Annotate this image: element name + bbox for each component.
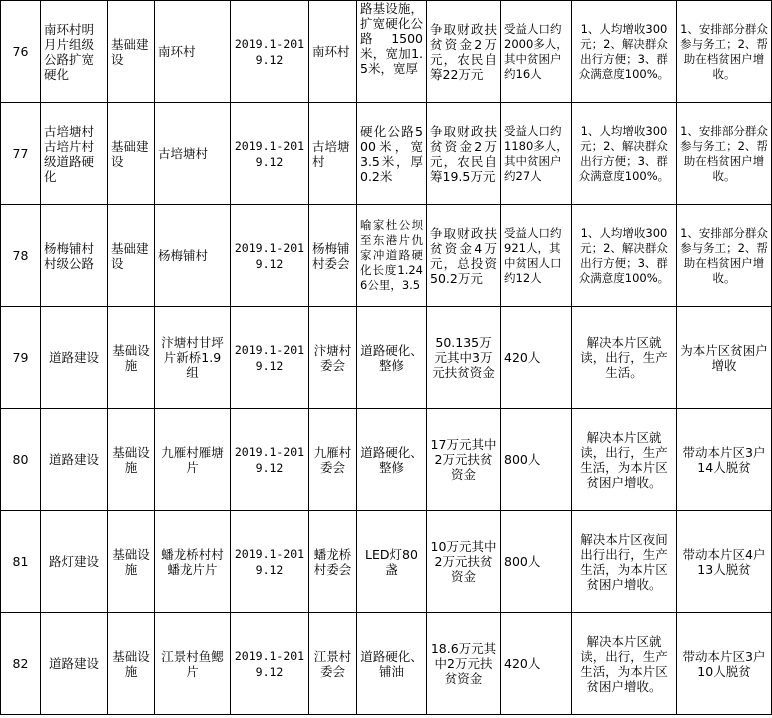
beneficiaries: 420人 (501, 613, 572, 715)
poverty-link: 带动本片区4户13人脱贫 (677, 511, 772, 613)
construction-content: 道路硬化、整修 (357, 409, 427, 511)
row-number: 80 (1, 409, 41, 511)
responsible-unit: 南环村 (309, 1, 357, 103)
responsible-unit: 九雁村委会 (309, 409, 357, 511)
construction-content: 路基设施，扩宽硬化公路1500米，宽加1.5米，宽厚 (357, 1, 427, 103)
project-category: 基础设施 (108, 409, 155, 511)
beneficiaries: 420人 (501, 307, 572, 409)
poverty-link: 带动本片区3户14人脱贫 (677, 409, 772, 511)
project-location: 汴塘村甘坪片新桥1.9组 (155, 307, 231, 409)
project-period: 2019.1-2019.12 (231, 307, 309, 409)
responsible-unit: 蟠龙桥村委会 (309, 511, 357, 613)
beneficiaries: 受益人口约2000多人，其中贫困户约16人 (501, 1, 572, 103)
benefit-mechanism: 解决本片区就读，出行，生产生活，为本片区贫困户增收。 (572, 613, 677, 715)
funding-source: 10万元其中2万元扶贫资金 (427, 511, 501, 613)
project-period: 2019.1-2019.12 (231, 1, 309, 103)
project-location: 江景村鱼鳃片 (155, 613, 231, 715)
funding-source: 争取财政扶贫资金4万元，总投资50.2万元 (427, 205, 501, 307)
benefit-mechanism: 1、人均增收300元；2、解决群众出行方便；3、群众满意度100%。 (572, 1, 677, 103)
funding-source: 争取财政扶贫资金2万元，农民自筹22万元 (427, 1, 501, 103)
project-period: 2019.1-2019.12 (231, 511, 309, 613)
funding-source: 18.6万元其中2万元扶贫资金 (427, 613, 501, 715)
beneficiaries: 800人 (501, 409, 572, 511)
responsible-unit: 江景村委会 (309, 613, 357, 715)
responsible-unit: 汴塘村委会 (309, 307, 357, 409)
row-number: 82 (1, 613, 41, 715)
project-category: 基础设施 (108, 613, 155, 715)
beneficiaries: 受益人口约921人，其中贫困人口约12人 (501, 205, 572, 307)
table-row (1, 409, 772, 511)
project-name: 古培塘村古培片村级道路硬化 (41, 103, 108, 205)
construction-content: 道路硬化、铺油 (357, 613, 427, 715)
project-name: 道路建设 (41, 409, 108, 511)
construction-content: 喻家杜公坝至东港片仇家冲道路硬化长度1.246公里，3.5 (357, 205, 427, 307)
row-number: 81 (1, 511, 41, 613)
project-period: 2019.1-2019.12 (231, 205, 309, 307)
poverty-link: 1、安排部分群众参与务工；2、帮助在档贫困户增收。 (677, 205, 772, 307)
project-name: 道路建设 (41, 613, 108, 715)
row-number: 77 (1, 103, 41, 205)
funding-source: 争取财政扶贫资金2万元，农民自筹19.5万元 (427, 103, 501, 205)
table-row (1, 307, 772, 409)
table-row (1, 205, 772, 307)
beneficiaries: 受益人口约1180多人，其中贫困户约27人 (501, 103, 572, 205)
construction-content: 道路硬化、整修 (357, 307, 427, 409)
poverty-link: 1、安排部分群众参与务工；2、帮助在档贫困户增收。 (677, 1, 772, 103)
benefit-mechanism: 1、人均增收300元；2、解决群众出行方便；3、群众满意度100%。 (572, 205, 677, 307)
beneficiaries: 800人 (501, 511, 572, 613)
project-location: 南环村 (155, 1, 231, 103)
project-name: 杨梅铺村村级公路 (41, 205, 108, 307)
row-number: 78 (1, 205, 41, 307)
responsible-unit: 古培塘村 (309, 103, 357, 205)
project-location: 杨梅铺村 (155, 205, 231, 307)
project-name: 南环村明月片组级公路扩宽硬化 (41, 1, 108, 103)
project-category: 基础设施 (108, 511, 155, 613)
table-row (1, 613, 772, 715)
construction-content: LED灯80盏 (357, 511, 427, 613)
poverty-link: 1、安排部分群众参与务工；2、帮助在档贫困户增收。 (677, 103, 772, 205)
poverty-link: 带动本片区3户10人脱贫 (677, 613, 772, 715)
funding-source: 50.135万元其中3万元扶贫资金 (427, 307, 501, 409)
project-location: 古培塘村 (155, 103, 231, 205)
project-category: 基础建设 (108, 103, 155, 205)
row-number: 76 (1, 1, 41, 103)
table-row (1, 511, 772, 613)
construction-content: 硬化公路500米，宽3.5米，厚0.2米 (357, 103, 427, 205)
table-row (1, 1, 772, 103)
project-period: 2019.1-2019.12 (231, 409, 309, 511)
benefit-mechanism: 1、人均增收300元；2、解决群众出行方便；3、群众满意度100%。 (572, 103, 677, 205)
poverty-link: 为本片区贫困户增收 (677, 307, 772, 409)
project-period: 2019.1-2019.12 (231, 103, 309, 205)
benefit-mechanism: 解决本片区就读，出行，生产生活，为本片区贫困户增收。 (572, 409, 677, 511)
project-name: 道路建设 (41, 307, 108, 409)
project-period: 2019.1-2019.12 (231, 613, 309, 715)
funding-source: 17万元其中2万元扶贫资金 (427, 409, 501, 511)
project-category: 基础设施 (108, 307, 155, 409)
project-location: 蟠龙桥村村蟠龙片片 (155, 511, 231, 613)
project-name: 路灯建设 (41, 511, 108, 613)
responsible-unit: 杨梅铺村委会 (309, 205, 357, 307)
benefit-mechanism: 解决本片区就读，出行，生产生活。 (572, 307, 677, 409)
project-location: 九雁村雁塘片 (155, 409, 231, 511)
benefit-mechanism: 解决本片区夜间出行出行，生产生活，为本片区贫困户增收。 (572, 511, 677, 613)
project-category: 基础建设 (108, 205, 155, 307)
table-row (1, 103, 772, 205)
row-number: 79 (1, 307, 41, 409)
project-category: 基础建设 (108, 1, 155, 103)
